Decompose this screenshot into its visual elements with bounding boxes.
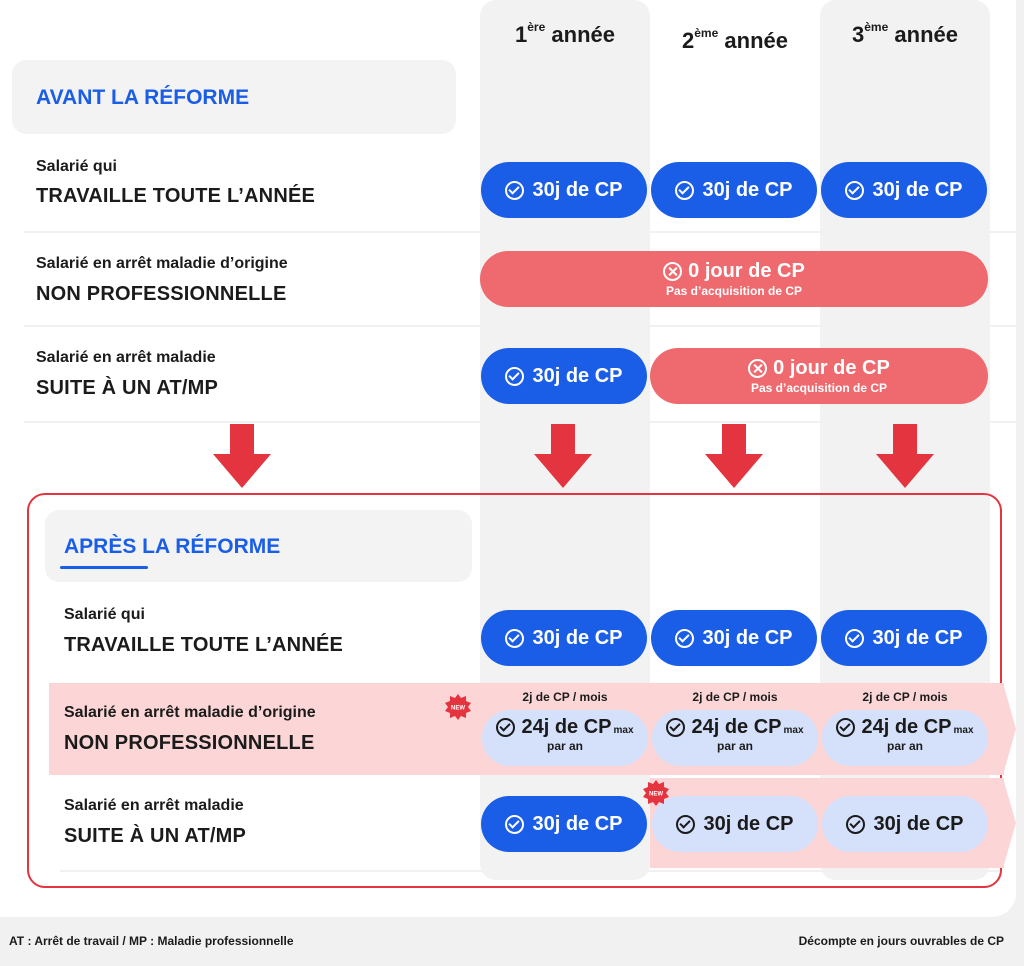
avant-r2-zero-pill: 0 jour de CP Pas d’acquisition de CP xyxy=(480,251,988,307)
check-circle-icon xyxy=(846,815,865,834)
new-badge-icon xyxy=(643,780,669,806)
column-header-year-1: 1ère année xyxy=(515,19,615,47)
apres-row-1-line2: TRAVAILLE TOUTE L’ANNÉE xyxy=(64,634,344,656)
no-acquisition-label: Pas d’acquisition de CP xyxy=(750,381,888,395)
row-separator xyxy=(24,421,1016,423)
check-circle-icon xyxy=(505,815,524,834)
avant-row-2-line2: NON PROFESSIONNELLE xyxy=(36,283,287,305)
avant-row-2-line1: Salarié en arrêt maladie d’origine xyxy=(36,255,288,272)
x-circle-icon xyxy=(748,359,767,378)
arrow-down-icon xyxy=(876,424,934,488)
arrow-down-icon xyxy=(534,424,592,488)
svg-text:NEW: NEW xyxy=(649,791,663,798)
check-circle-icon xyxy=(676,815,695,834)
arrow-down-icon xyxy=(213,424,271,488)
apres-title-underline xyxy=(60,566,148,569)
check-circle-icon xyxy=(505,629,524,648)
avant-row-1-line1: Salarié qui xyxy=(36,158,117,175)
column-header-year-2: 2ème année xyxy=(682,25,788,53)
avant-row-1-line2: TRAVAILLE TOUTE L’ANNÉE xyxy=(36,185,316,207)
per-year-label: par an xyxy=(886,739,923,753)
highlight-arrow-tip xyxy=(1003,683,1016,775)
svg-text:NEW: NEW xyxy=(451,705,465,712)
avant-r3-y1-pill: 30j de CP xyxy=(481,348,647,404)
apres-row-2-line1: Salarié en arrêt maladie d’origine xyxy=(64,704,316,721)
per-year-label: par an xyxy=(716,739,753,753)
check-circle-icon xyxy=(675,629,694,648)
check-circle-icon xyxy=(845,629,864,648)
apres-r1-y3-pill: 30j de CP xyxy=(821,610,987,666)
new-badge-icon xyxy=(445,694,471,720)
avant-r1-y2-pill: 30j de CP xyxy=(651,162,817,218)
apres-r3-y1-pill: 30j de CP xyxy=(481,796,647,852)
apres-r2-y2-pill: 24j de CP $_{max}$ par an xyxy=(652,710,818,766)
apres-r3-y2-pill: 30j de CP xyxy=(652,796,818,852)
apres-r2-y3-pill: 24j de CP $_{max}$ par an xyxy=(822,710,988,766)
apres-r2-y1-pill: 24j de CP $_{max}$ par an xyxy=(482,710,648,766)
per-year-label: par an xyxy=(546,739,583,753)
avant-r1-y1-pill: 30j de CP xyxy=(481,162,647,218)
apres-r1-y1-pill: 30j de CP xyxy=(481,610,647,666)
highlight-arrow-tip xyxy=(1003,778,1016,868)
row-separator xyxy=(24,231,1016,233)
per-month-label-y2: 2j de CP / mois xyxy=(692,690,778,704)
apres-row-2-line2: NON PROFESSIONNELLE xyxy=(64,732,315,754)
apres-row-1-line1: Salarié qui xyxy=(64,606,145,623)
avant-row-3-line1: Salarié en arrêt maladie xyxy=(36,349,216,366)
per-month-label-y3: 2j de CP / mois xyxy=(862,690,948,704)
apres-r3-y3-pill: 30j de CP xyxy=(822,796,988,852)
apres-row-3-line2: SUITE À UN AT/MP xyxy=(64,825,247,847)
no-acquisition-label: Pas d’acquisition de CP xyxy=(665,284,803,298)
check-circle-icon xyxy=(505,367,524,386)
column-header-year-3: 3ème année xyxy=(852,19,958,47)
footer-note: Décompte en jours ouvrables de CP xyxy=(798,934,1004,948)
avant-row-3-line2: SUITE À UN AT/MP xyxy=(36,377,219,399)
x-circle-icon xyxy=(663,262,682,281)
row-separator xyxy=(24,325,1016,327)
check-circle-icon xyxy=(845,181,864,200)
apres-r1-y2-pill: 30j de CP xyxy=(651,610,817,666)
arrow-down-icon xyxy=(705,424,763,488)
apres-title: APRÈS LA RÉFORME xyxy=(64,535,281,558)
avant-r3-zero-pill: 0 jour de CP Pas d’acquisition de CP xyxy=(650,348,988,404)
check-circle-icon xyxy=(675,181,694,200)
check-circle-icon xyxy=(496,718,515,737)
apres-row-3-line1: Salarié en arrêt maladie xyxy=(64,797,244,814)
avant-r1-y3-pill: 30j de CP xyxy=(821,162,987,218)
avant-title: AVANT LA RÉFORME xyxy=(36,86,250,109)
check-circle-icon xyxy=(505,181,524,200)
row-separator xyxy=(60,870,1000,872)
footer-legend: AT : Arrêt de travail / MP : Maladie professionnelle xyxy=(9,934,294,948)
check-circle-icon xyxy=(836,718,855,737)
per-month-label-y1: 2j de CP / mois xyxy=(522,690,608,704)
check-circle-icon xyxy=(666,718,685,737)
